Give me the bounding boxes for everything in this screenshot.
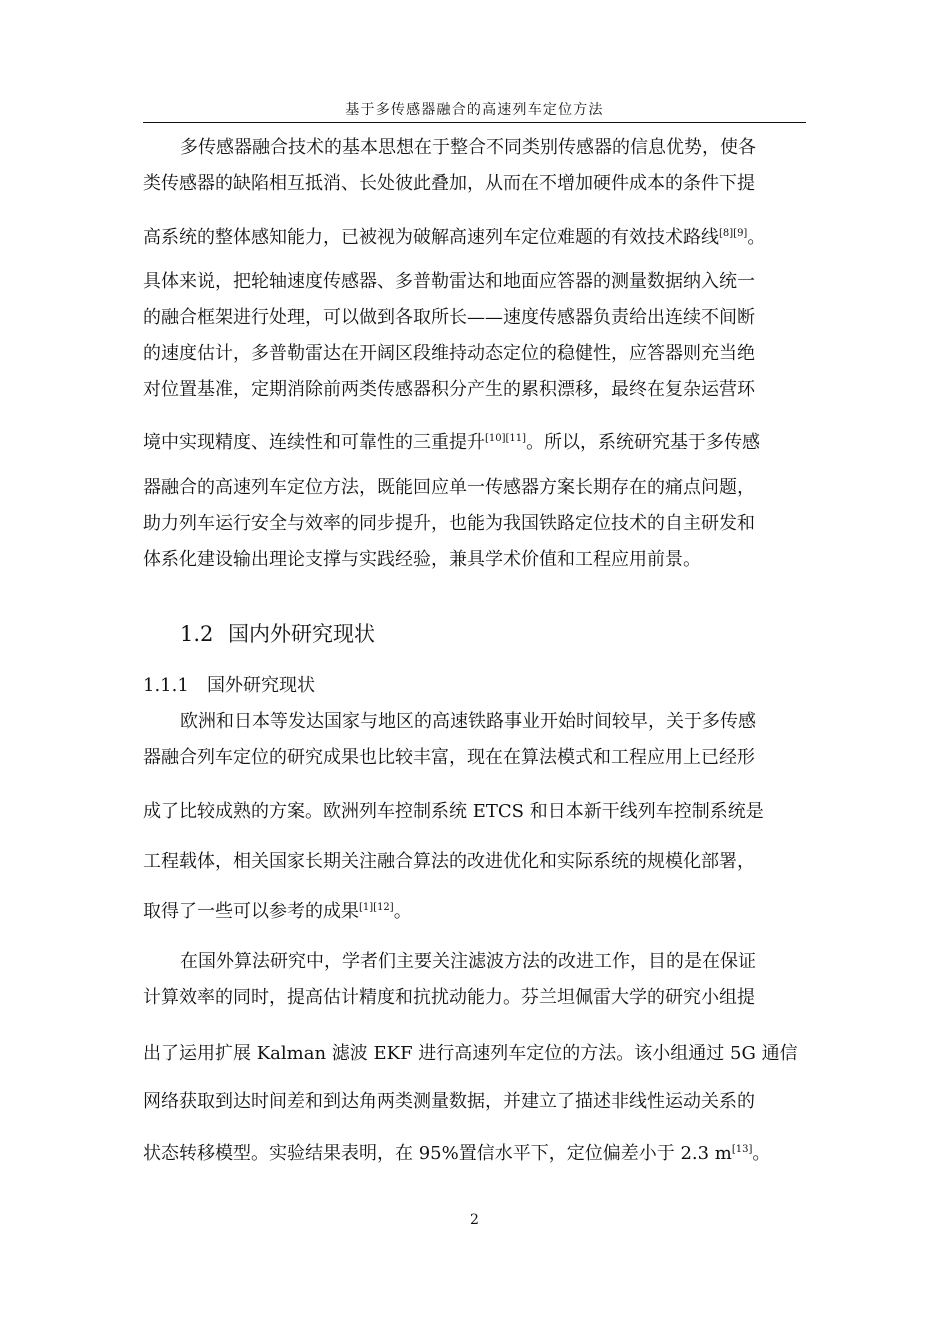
text-line: 的融合框架进行处理，可以做到各取所长——速度传感器负责给出连续不间断: [143, 307, 755, 328]
header-rule: [143, 122, 806, 123]
citation: [8][9]: [719, 228, 748, 239]
text-line: 对位置基准，定期消除前两类传感器积分产生的累积漂移，最终在复杂运营环: [143, 379, 755, 400]
text-line: 体系化建设输出理论支撑与实践经验，兼具学术价值和工程应用前景。: [143, 549, 701, 570]
text-line: 的速度估计，多普勒雷达在开阔区段维持动态定位的稳健性，应答器则充当绝: [143, 343, 755, 364]
text-line: 成了比较成熟的方案。欧洲列车控制系统 ETCS 和日本新干线列车控制系统是: [143, 801, 764, 822]
citation: [1][12]: [359, 902, 394, 913]
page-number: 2: [470, 1212, 479, 1228]
text-line: 助力列车运行安全与效率的同步提升，也能为我国铁路定位技术的自主研发和: [143, 513, 755, 534]
text-line: 出了运用扩展 Kalman 滤波 EKF 进行高速列车定位的方法。该小组通过 5G 通信: [143, 1043, 798, 1064]
text-line: 计算效率的同时，提高估计精度和抗扰动能力。芬兰坦佩雷大学的研究小组提: [143, 987, 755, 1008]
text-line: 类传感器的缺陷相互抵消、长处彼此叠加，从而在不增加硬件成本的条件下提: [143, 173, 755, 194]
running-header: 基于多传感器融合的高速列车定位方法: [345, 102, 604, 118]
text-line: 工程载体，相关国家长期关注融合算法的改进优化和实际系统的规模化部署，: [143, 851, 755, 872]
text-line: 欧洲和日本等发达国家与地区的高速铁路事业开始时间较早，关于多传感: [180, 711, 756, 732]
text-line: 网络获取到达时间差和到达角两类测量数据，并建立了描述非线性运动关系的: [143, 1091, 755, 1112]
text-line: 在国外算法研究中，学者们主要关注滤波方法的改进工作，目的是在保证: [180, 951, 756, 972]
subsection-heading: 1.1.1 国外研究现状: [143, 675, 315, 696]
citation: [10][11]: [485, 433, 527, 444]
text-line: 多传感器融合技术的基本思想在于整合不同类别传感器的信息优势，使各: [180, 137, 756, 158]
citation: [13]: [731, 1144, 753, 1155]
section-heading: 1.2 国内外研究现状: [180, 622, 375, 646]
text-line: 器融合列车定位的研究成果也比较丰富，现在在算法模式和工程应用上已经形: [143, 747, 755, 768]
text-line: 高系统的整体感知能力，已被视为破解高速列车定位难题的有效技术路线[8][9]。: [143, 227, 766, 248]
text-line: 境中实现精度、连续性和可靠性的三重提升[10][11]。所以，系统研究基于多传感: [143, 432, 761, 453]
text-line: 具体来说，把轮轴速度传感器、多普勒雷达和地面应答器的测量数据纳入统一: [143, 271, 755, 292]
text-line: 状态转移模型。实验结果表明，在 95%置信水平下，定位偏差小于 2.3 m[13]。: [143, 1143, 771, 1164]
text-line: 器融合的高速列车定位方法，既能回应单一传感器方案长期存在的痛点问题，: [143, 477, 755, 498]
text-line: 取得了一些可以参考的成果[1][12]。: [143, 901, 412, 922]
